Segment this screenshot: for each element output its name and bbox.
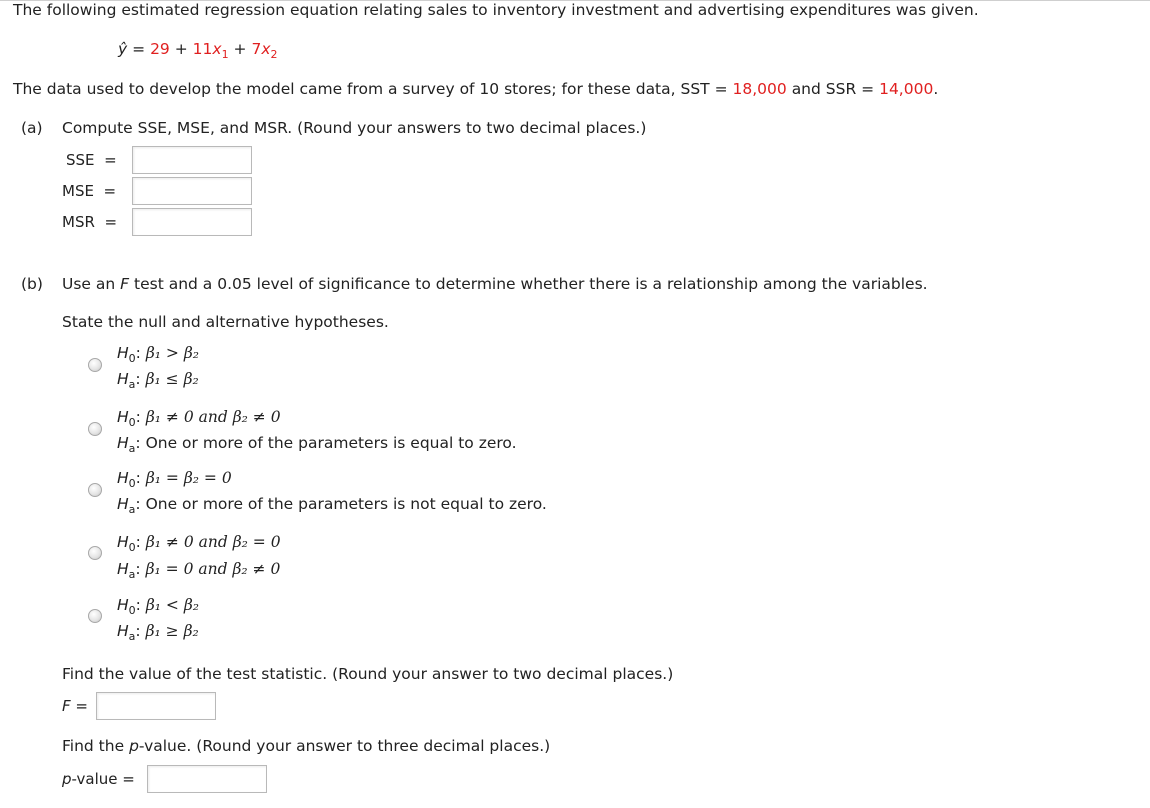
msr-input[interactable] — [132, 208, 252, 236]
msr-label: MSR = — [62, 213, 118, 231]
part-a-prompt: Compute SSE, MSE, and MSR. (Round your answers to two decimal places.) — [62, 119, 647, 137]
option-4-h0: $H_0$: β₁ ≠ 0 and β₂ = 0 — [117, 533, 281, 554]
f-label: F = — [62, 697, 88, 715]
option-2-h0: $H_0$: β₁ ≠ 0 and β₂ ≠ 0 — [117, 408, 281, 429]
p-value-label: p-value = — [62, 770, 135, 788]
hypothesis-option-4-radio[interactable] — [88, 546, 102, 560]
hypothesis-option-3-radio[interactable] — [88, 483, 102, 497]
option-5-ha: $H_a$: β₁ ≥ β₂ — [117, 622, 199, 643]
p-value-input[interactable] — [147, 765, 267, 793]
option-3-ha: $H_a$: One or more of the parameters is not equal to zero. — [117, 495, 547, 516]
option-1-h0: $H_0$: β₁ > β₂ — [117, 344, 200, 365]
option-5-h0: $H_0$: β₁ < β₂ — [117, 596, 200, 617]
part-b-prompt: Use an F test and a 0.05 level of significance to determine whether there is a relationship among the variables. — [62, 275, 928, 293]
f-statistic-input[interactable] — [96, 692, 216, 720]
intro-text: The following estimated regression equation relating sales to inventory investment and advertising expenditures was given. — [13, 1, 979, 19]
regression-equation: ŷ = $29 + 11x_1 + 7x_2$ — [118, 40, 278, 61]
sst-value: 18,000 — [732, 80, 787, 98]
sse-input[interactable] — [132, 146, 252, 174]
option-2-ha: $H_a$: One or more of the parameters is equal to zero. — [117, 434, 517, 455]
mse-label: MSE = — [62, 182, 117, 200]
option-3-h0: $H_0$: β₁ = β₂ = 0 — [117, 469, 232, 490]
mse-input[interactable] — [132, 177, 252, 205]
data-description: The data used to develop the model came from a survey of 10 stores; for these data, SST = 18,000 and SSR = 14,000. — [13, 80, 939, 98]
equation-constant: 29 — [150, 40, 170, 58]
ssr-value: 14,000 — [879, 80, 934, 98]
equation-coef-x1: $11x_1$ — [192, 40, 229, 61]
option-1-ha: $H_a$: β₁ ≤ β₂ — [117, 370, 199, 391]
part-b-label: (b) — [21, 275, 43, 293]
hypothesis-option-2-radio[interactable] — [88, 422, 102, 436]
hypothesis-option-5-radio[interactable] — [88, 609, 102, 623]
option-4-ha: $H_a$: β₁ = 0 and β₂ ≠ 0 — [117, 560, 281, 581]
p-value-prompt: Find the p-value. (Round your answer to three decimal places.) — [62, 737, 551, 755]
part-a-label: (a) — [21, 119, 43, 137]
test-statistic-prompt: Find the value of the test statistic. (Round your answer to two decimal places.) — [62, 665, 674, 683]
equation-coef-x2: $7x_2$ — [251, 40, 278, 61]
sse-label: SSE = — [66, 151, 117, 169]
hypotheses-prompt: State the null and alternative hypotheses. — [62, 313, 389, 331]
hypothesis-option-1-radio[interactable] — [88, 358, 102, 372]
